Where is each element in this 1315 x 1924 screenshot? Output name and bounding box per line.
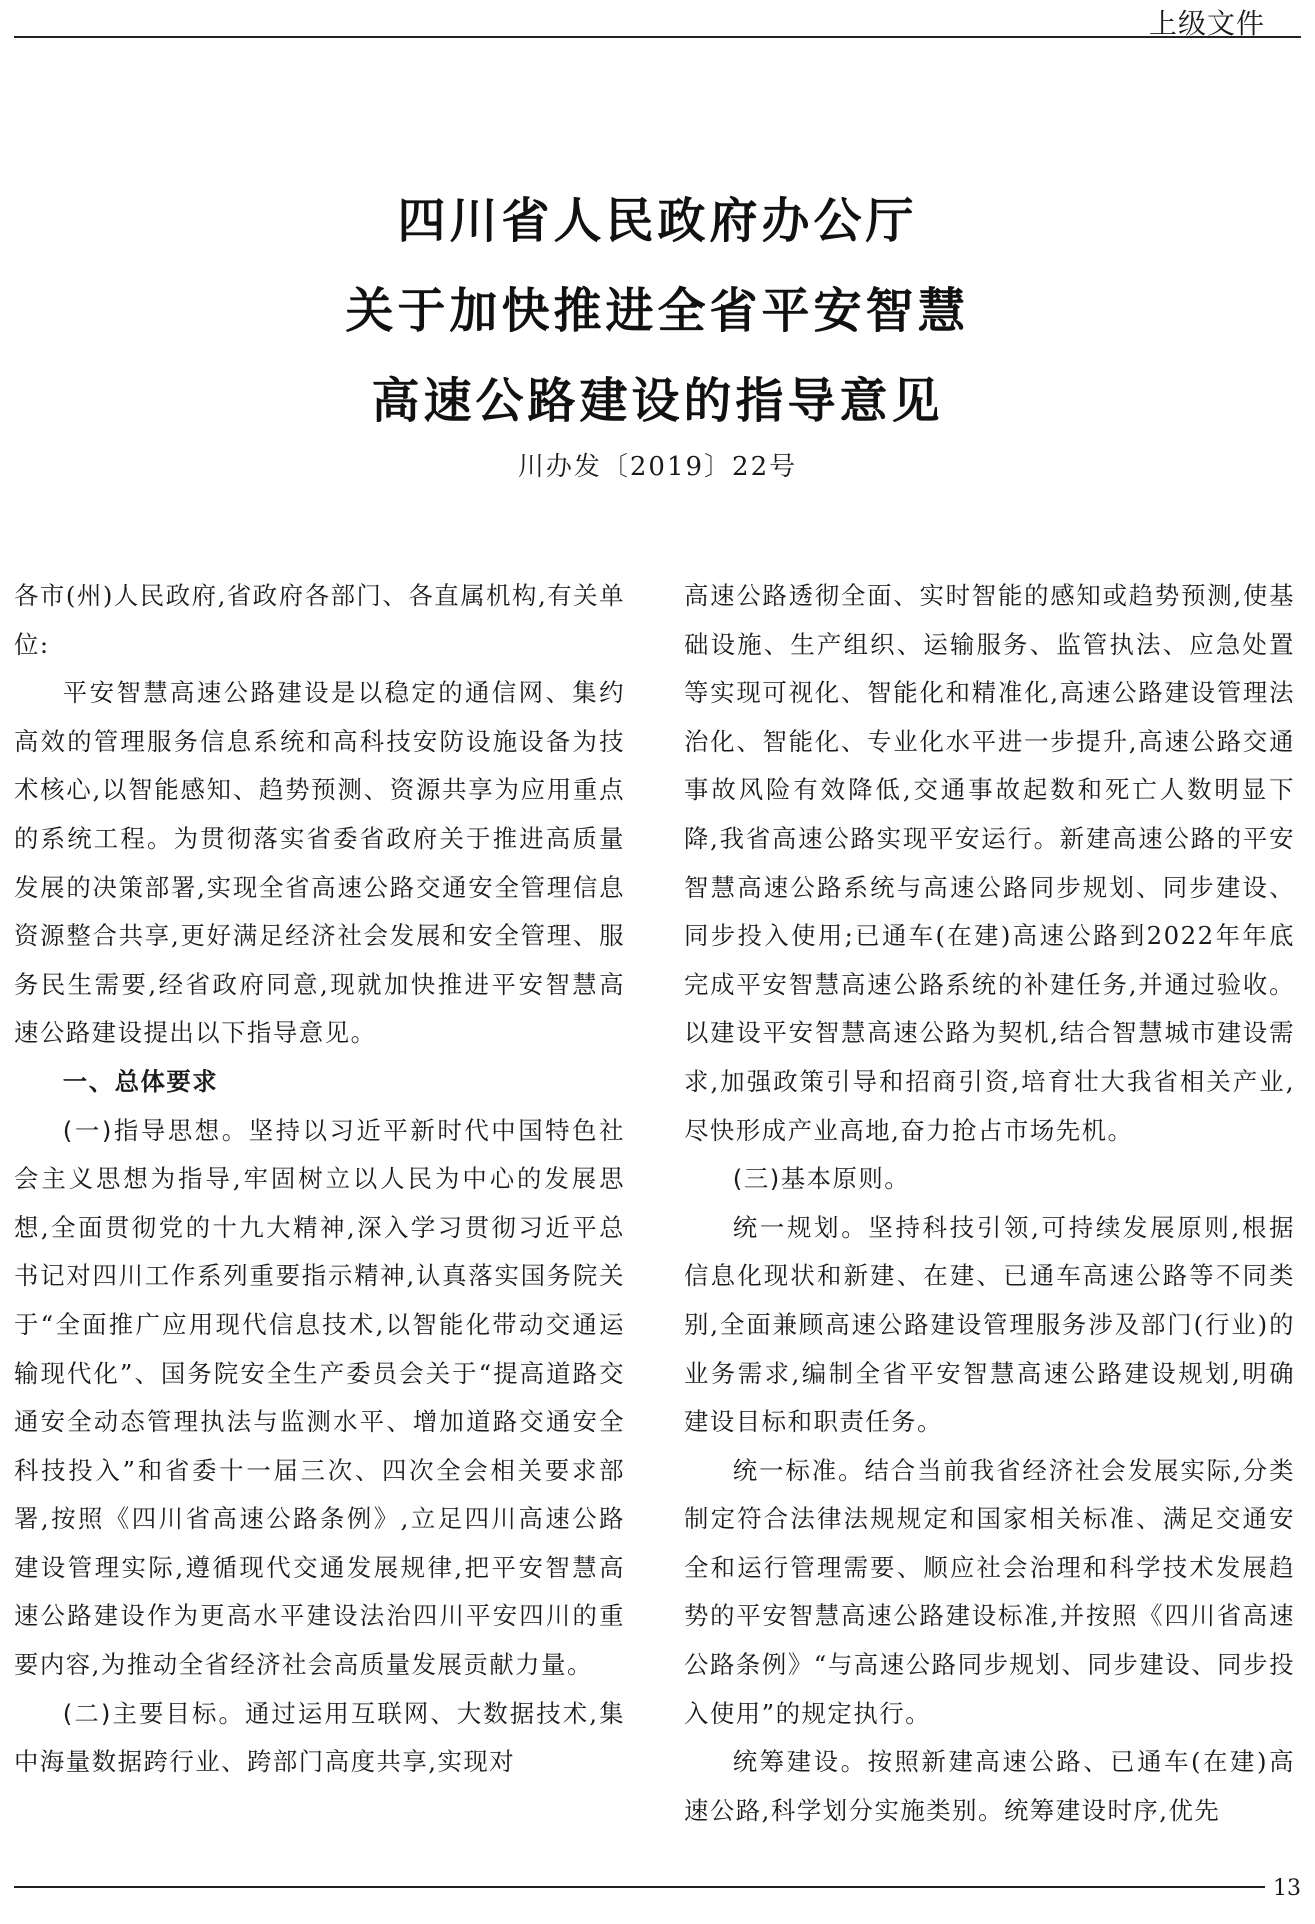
page-number: 13 [1273, 1876, 1301, 1901]
section-label: 上级文件 [1148, 7, 1265, 40]
principle-unified-planning [684, 1204, 1295, 1447]
paragraph-guiding-ideology [14, 1107, 625, 1690]
principle-coordinated-construction [684, 1738, 1295, 1835]
paragraph-text: 通过运用互联网、大数据技术,集中海量数据跨行业、跨部门高度共享,实现对 [14, 1698, 625, 1777]
principle-lead: 统一标准。 [732, 1455, 865, 1485]
subsection-heading-principles: (三)基本原则。 [732, 1164, 911, 1194]
title-line-3: 高速公路建设的指导意见 [371, 373, 944, 429]
principle-text: 结合当前我省经济社会发展实际,分类制定符合法律法规规定和国家相关标准、满足交通安全和运行管理需要、顺应社会治理和科学技术发展趋势的平安智慧高速公路建设标准,并按照《四川省高速公路条例》“与高速公路同步规划、同步建设、同步投入使用”的规定执行。 [684, 1455, 1295, 1728]
document-title [0, 176, 1315, 446]
right-column [684, 572, 1295, 1835]
header-rule [14, 36, 1301, 38]
section-heading-1: 一、总体要求 [62, 1066, 219, 1096]
principle-text: 坚持科技引领,可持续发展原则,根据信息化现状和新建、在建、已通车高速公路等不同类别,全面兼顾高速公路建设管理服务涉及部门(行业)的业务需求,编制全省平安智慧高速公路建设规划,明确建设目标和职责任务。 [684, 1212, 1295, 1437]
intro-paragraph: 平安智慧高速公路建设是以稳定的通信网、集约高效的管理服务信息系统和高科技安防设施设备为技术核心,以智能感知、趋势预测、资源共享为应用重点的系统工程。为贯彻落实省委省政府关于推进高质量发展的决策部署,实现全省高速公路交通安全管理信息资源整合共享,更好满足经济社会发展和安全管理、服务民生需要,经省政府同意,现就加快推进平安智慧高速公路建设提出以下指导意见。 [14, 678, 625, 1048]
title-line-2: 关于加快推进全省平安智慧 [345, 283, 970, 339]
title-line-1: 四川省人民政府办公厅 [397, 193, 918, 249]
paragraph-lead: (一)指导思想。 [62, 1115, 249, 1145]
footer-rule [14, 1886, 1265, 1888]
paragraph-main-goals [14, 1690, 625, 1787]
principle-lead: 统一规划。 [732, 1212, 869, 1242]
document-number: 川办发〔2019〕22号 [517, 452, 798, 482]
principle-text: 按照新建高速公路、已通车(在建)高速公路,科学划分实施类别。统筹建设时序,优先 [684, 1747, 1295, 1825]
principle-unified-standards [684, 1447, 1295, 1739]
paragraph-text: 坚持以习近平新时代中国特色社会主义思想为指导,牢固树立以人民为中心的发展思想,全面贯彻党的十九大精神,深入学习贯彻习近平总书记对四川工作系列重要指示精神,认真落实国务院关于“全面推广应用现代信息技术,以智能化带动交通运输现代化”、国务院安全生产委员会关于“提高道路交通安全动态管理执法与监测水平、增加道路交通安全科技投入”和省委十一届三次、四次全会相关要求部署,按照《四川省高速公路条例》,立足四川高速公路建设管理实际,遵循现代交通发展规律,把平安智慧高速公路建设作为更高水平建设法治四川平安四川的重要内容,为推动全省经济社会高质量发展贡献力量。 [14, 1115, 625, 1680]
paragraph-main-goals-cont: 高速公路透彻全面、实时智能的感知或趋势预测,使基础设施、生产组织、运输服务、监管执法、应急处置等实现可视化、智能化和精准化,高速公路建设管理法治化、智能化、专业化水平进一步提升,高速公路交通事故风险有效降低,交通事故起数和死亡人数明显下降,我省高速公路实现平安运行。新建高速公路的平安智慧高速公路系统与高速公路同步规划、同步建设、同步投入使用;已通车(在建)高速公路到2022年年底完成平安智慧高速公路系统的补建任务,并通过验收。以建设平安智慧高速公路为契机,结合智慧城市建设需求,加强政策引导和招商引资,培育壮大我省相关产业,尽快形成产业高地,奋力抢占市场先机。 [684, 581, 1295, 1145]
paragraph-lead: (二)主要目标。 [62, 1698, 245, 1728]
left-column [14, 572, 625, 1787]
principle-lead: 统筹建设。 [732, 1747, 868, 1777]
addressee: 各市(州)人民政府,省政府各部门、各直属机构,有关单位: [14, 581, 625, 659]
